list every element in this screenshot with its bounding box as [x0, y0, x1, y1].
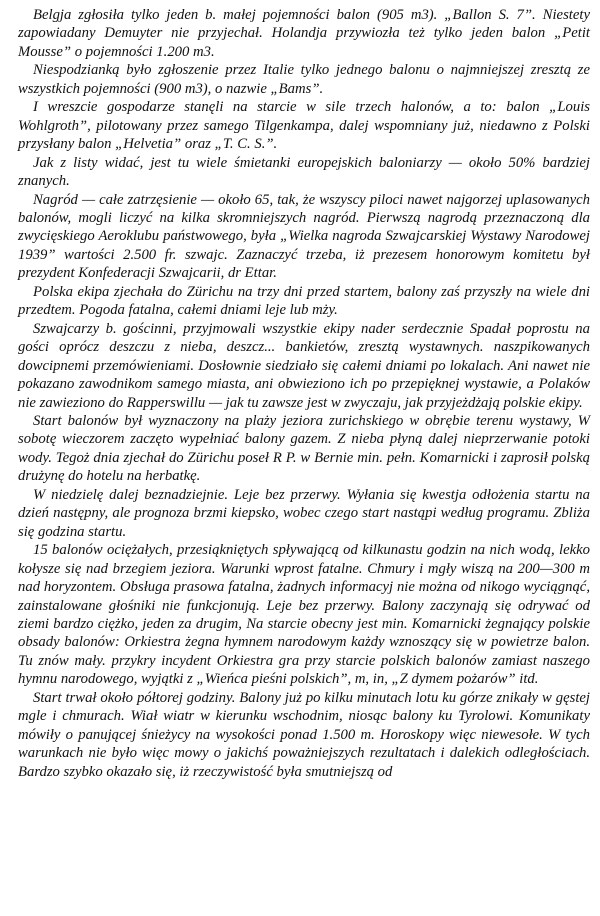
paragraph-swiss-hospitality: Szwajcarzy b. gościnni, przyjmowali wszystkie ekipy nader serdecznie Spadał poprostu na gości oprócz deszczu z nieba, deszcz... bankietów, zresztą wystawnych. naszpikowanych dowcipnemi przemówieniami. Dosłownie siedziało się całemi dniami po lokalach. Ani nawet nie pokazano zawodnikom samego miasta, ani obwieziono ich po przepięknej wystawie, a Polaków nie zawieziono do Rapperswillu — jak tu zawsze jest w zwyczaju, jak przyjeżdżają polskie ekipy.: [18, 320, 590, 411]
paragraph-fifteen-balloons: 15 balonów ociężałych, przesiąkniętych spływającą od kilkunastu godzin na nich wodą, lekko kołysze się nad brzegiem jeziora. Warunki wprost fatalne. Chmury i mgły wiszą na 200—300 m nad horyzontem. Obsługa prasowa fatalna, żadnych informacyj nie można od nikogo wyciągnąć, zainstalowane głośniki nie funkcjonują. Leje bez przerwy. Balony zaczynają się odrywać od ziemi bardzo ciężko, jeden za drugim, Na starcie obecny jest min. Komarnicki żegnający polskie obsady balonów: Orkiestra żegna hymnem narodowym każdy wznoszący się w powietrze balon. Tu znów mały. przykry incydent Orkiestra gra przy starcie polskich balonów zamiast naszego hymnu narodowego, wyjątki z „Wieńca pieśni polskich”, m, in, „Z dymem pożarów” itd.: [18, 542, 590, 688]
paragraph-start-duration: Start trwał około półtorej godziny. Balony już po kilku minutach lotu ku górze znikały w gęstej mgle i chmurach. Wiał wiatr w kierunku wschodnim, niosąc balony ku Tyrolowi. Komunikaty mówiły o panującej śnieżycy na wysokości ponad 1.500 m. Horoskopy więc niewesołe. W tych warunkach nie było więc mowy o jakichś poważniejszych rezultatach i dalekich odległościach. Bardzo szybko okazało się, iż rzeczywistość była smutniejszą od: [18, 689, 590, 780]
paragraph-start-location: Start balonów był wyznaczony na plaży jeziora zurichskiego w obrębie terenu wystawy, W sobotę wieczorem zaczęto wypełniać balony gazem. Z nieba płyną dalej nieprzerwanie potoki wody. Tegoż dnia zjechał do Zürichu poseł R P. w Bernie min. pełn. Komarnicki i zaprosił polską drużynę do hotelu na herbatkę.: [18, 412, 590, 485]
paragraph-italy-balloon: Niespodzianką było zgłoszenie przez Italie tylko jednego balonu o najmniejszej zresztą ze wszystkich pojemności (900 m3), o nazwie „Bams”.: [18, 62, 590, 97]
paragraph-polish-team-arrival: Polska ekipa zjechała do Zürichu na trzy dni przed startem, balony zaś przyszły na wiele dni przedtem. Pogoda fatalna, całemi dniami leje lub mży.: [18, 283, 590, 319]
paragraph-prizes: Nagród — całe zatrzęsienie — około 65, tak, że wszyscy piloci nawet najgorzej uplasowanych balonów, mogli liczyć na kilka skromniejszych nagród. Pierwszą nagrodą przeznaczoną dla zwycięskiego Aeroklubu państwowego, była „Wielka nagroda Szwajcarskiej Wystawy Narodowej 1939” wartości 2.500 fr. szwajc. Zaznaczyć trzeba, iż prezesem honorowym komitetu był prezydent Konfederacji Szwajcarii, dr Ettar.: [18, 191, 590, 282]
paragraph-belgium-balloon: Belgja zgłosiła tylko jeden b. małej pojemności balon (905 m3). „Ballon S. 7”. Niestety zapowiadany Demuyter nie przyjechał. Holandja przywiozła też tylko jeden balon „Petit Mousse” o pojemności 1.200 m3.: [18, 7, 590, 60]
paragraph-pilots-list: Jak z listy widać, jest tu wiele śmietanki europejskich baloniarzy — około 50% bardziej znanych.: [18, 154, 590, 190]
paragraph-swiss-balloons: I wreszcie gospodarze stanęli na starcie w sile trzech halonów, a to: balon „Louis Wohlgroth”, pilotowany przez samego Tilgenkampa, dalej wspomniany już, niedawno z Polski przysłany balon „Helvetia” oraz „T. C. S.”.: [18, 99, 590, 153]
paragraph-sunday-rain: W niedzielę dalej beznadziejnie. Leje bez przerwy. Wyłania się kwestja odłożenia startu na dzień następny, ale prognoza brzmi kiepsko, wobec czego start nastąpi według programu. Zbliża się godzina startu.: [18, 486, 590, 540]
